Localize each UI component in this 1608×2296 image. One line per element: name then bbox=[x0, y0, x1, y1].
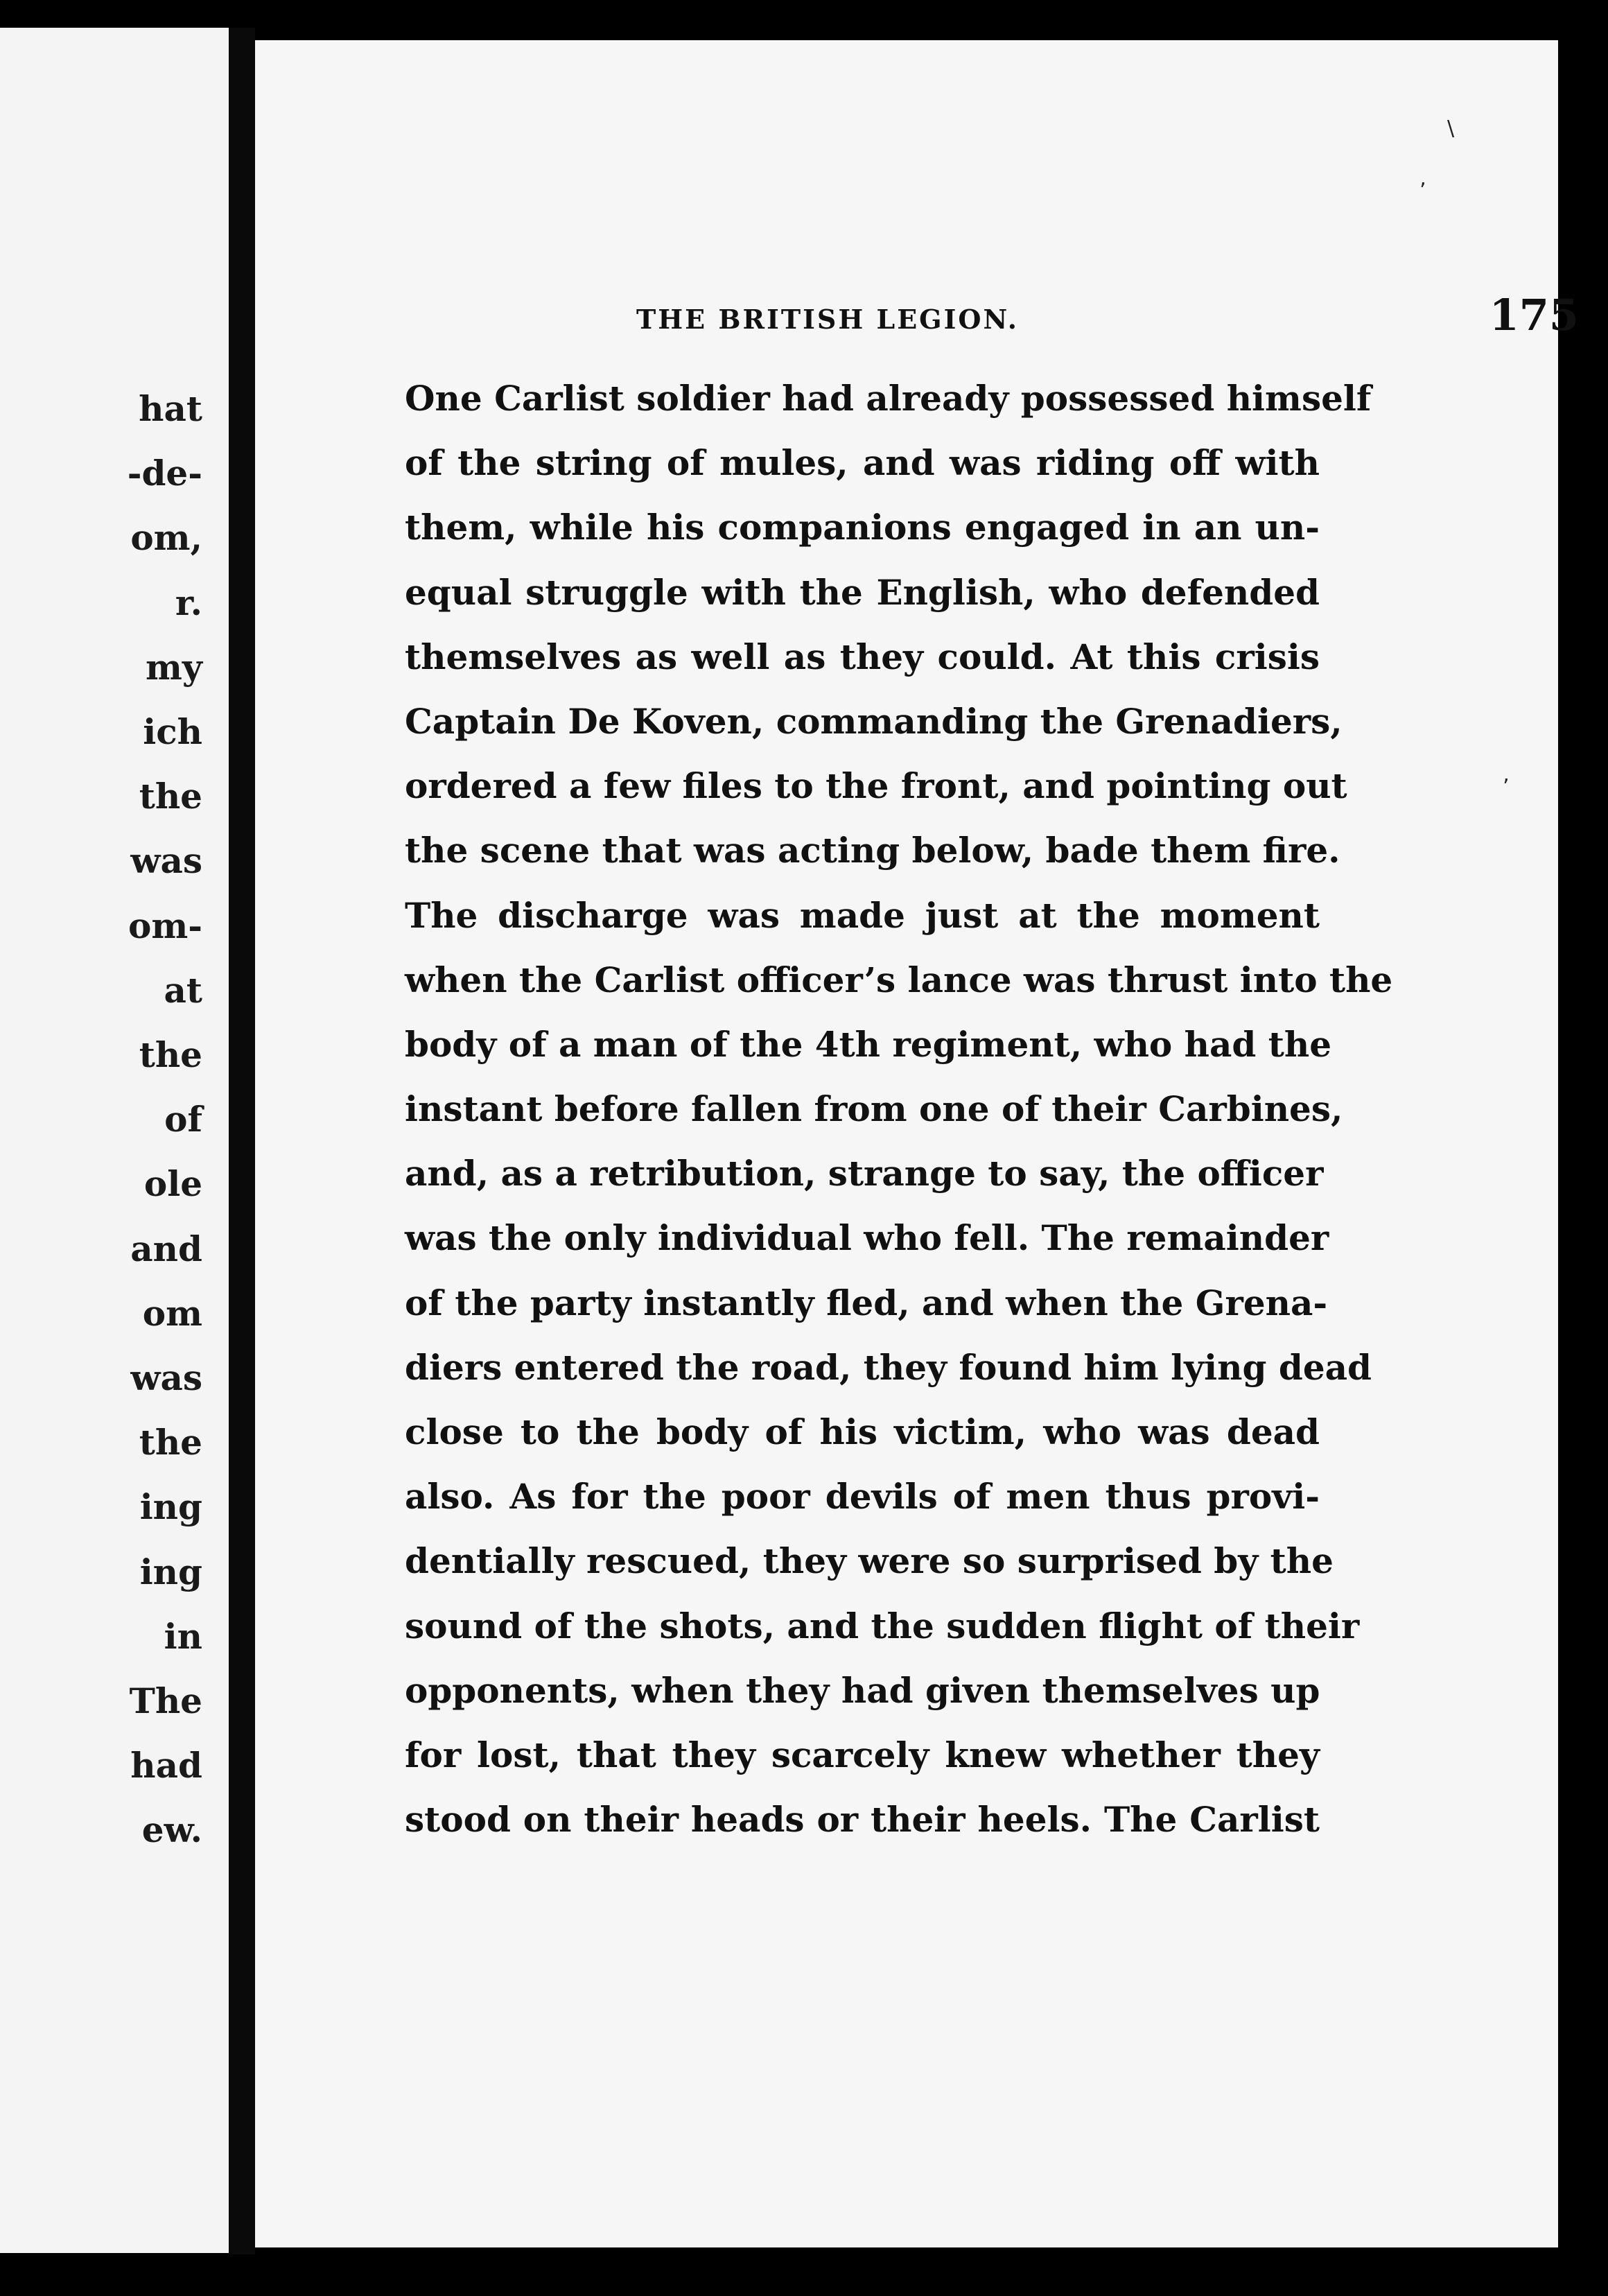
text-line: diers entered the road, they found him lying dead bbox=[405, 1346, 1372, 1388]
running-head: THE BRITISH LEGION. bbox=[636, 304, 1020, 335]
previous-page-line-fragment: my bbox=[146, 646, 202, 688]
previous-page-line-fragment: ing bbox=[139, 1486, 202, 1528]
previous-page-line-fragment: at bbox=[164, 969, 202, 1011]
text-line: them, while his companions engaged in an un- bbox=[405, 507, 1320, 548]
text-line: sound of the shots, and the sudden flight of their bbox=[405, 1605, 1360, 1646]
page-number: 175 bbox=[1489, 290, 1579, 340]
previous-page-line-fragment: was bbox=[130, 840, 202, 882]
previous-page-line-fragment: om, bbox=[130, 517, 202, 559]
text-line: for lost, that they scarcely knew whether they bbox=[405, 1734, 1320, 1775]
text-line: when the Carlist officer’s lance was thrust into the bbox=[405, 959, 1393, 1000]
previous-page-line-fragment: om- bbox=[128, 905, 202, 946]
text-line: of the party instantly fled, and when the Grena- bbox=[405, 1282, 1328, 1323]
previous-page-line-fragment: had bbox=[130, 1745, 202, 1786]
previous-page-line-fragment: the bbox=[139, 776, 202, 817]
text-line: ordered a few files to the front, and pointing out bbox=[405, 765, 1347, 807]
previous-page-line-fragment: hat bbox=[139, 388, 202, 429]
text-line: stood on their heads or their heels. The Carlist bbox=[405, 1799, 1320, 1841]
previous-page-line-fragment: and bbox=[130, 1228, 202, 1269]
previous-page-line-fragment: The bbox=[129, 1680, 202, 1721]
previous-page-edge bbox=[0, 28, 229, 2253]
ink-speck: ʼ bbox=[1419, 179, 1426, 203]
previous-page-line-fragment: -de- bbox=[127, 453, 202, 494]
text-line: opponents, when they had given themselves up bbox=[405, 1669, 1320, 1711]
ink-speck: \ bbox=[1447, 116, 1455, 141]
previous-page-line-fragment: ing bbox=[139, 1551, 202, 1592]
text-line: The discharge was made just at the moment bbox=[405, 894, 1320, 936]
ink-speck: ʼ bbox=[1503, 775, 1510, 799]
text-line: was the only individual who fell. The remainder bbox=[405, 1217, 1329, 1259]
text-line: Captain De Koven, commanding the Grenadiers, bbox=[405, 700, 1343, 742]
text-line: One Carlist soldier had already possessed himself bbox=[405, 378, 1372, 419]
page-header bbox=[636, 290, 1579, 352]
body-text bbox=[405, 366, 1393, 1852]
previous-page-line-fragment: r. bbox=[175, 582, 202, 623]
previous-page-line-fragment: ew. bbox=[141, 1809, 202, 1851]
text-line: also. As for the poor devils of men thus provi- bbox=[405, 1476, 1320, 1517]
text-line: and, as a retribution, strange to say, the officer bbox=[405, 1153, 1324, 1194]
previous-page-line-fragment: the bbox=[139, 1034, 202, 1075]
text-line: close to the body of his victim, who was dead bbox=[405, 1411, 1320, 1452]
previous-page-line-fragment: the bbox=[139, 1422, 202, 1463]
text-line: body of a man of the 4th regiment, who had the bbox=[405, 1023, 1332, 1065]
previous-page-line-fragment: om bbox=[142, 1292, 202, 1334]
previous-page-line-fragment: ole bbox=[143, 1163, 202, 1205]
text-line: of the string of mules, and was riding off with bbox=[405, 442, 1320, 484]
text-line: dentially rescued, they were so surprised by the bbox=[405, 1540, 1334, 1582]
text-line: the scene that was acting below, bade them fire. bbox=[405, 830, 1340, 871]
book-gutter bbox=[229, 28, 255, 2254]
previous-page-line-fragment: was bbox=[130, 1357, 202, 1398]
book-page bbox=[255, 40, 1579, 2247]
text-line: themselves as well as they could. At this crisis bbox=[405, 636, 1320, 677]
text-line: equal struggle with the English, who defended bbox=[405, 571, 1320, 613]
text-line: instant before fallen from one of their Carbines, bbox=[405, 1088, 1343, 1130]
previous-page-line-fragment: in bbox=[164, 1615, 202, 1657]
previous-page-line-fragment: of bbox=[164, 1099, 202, 1140]
previous-page-line-fragment: ich bbox=[143, 711, 202, 752]
